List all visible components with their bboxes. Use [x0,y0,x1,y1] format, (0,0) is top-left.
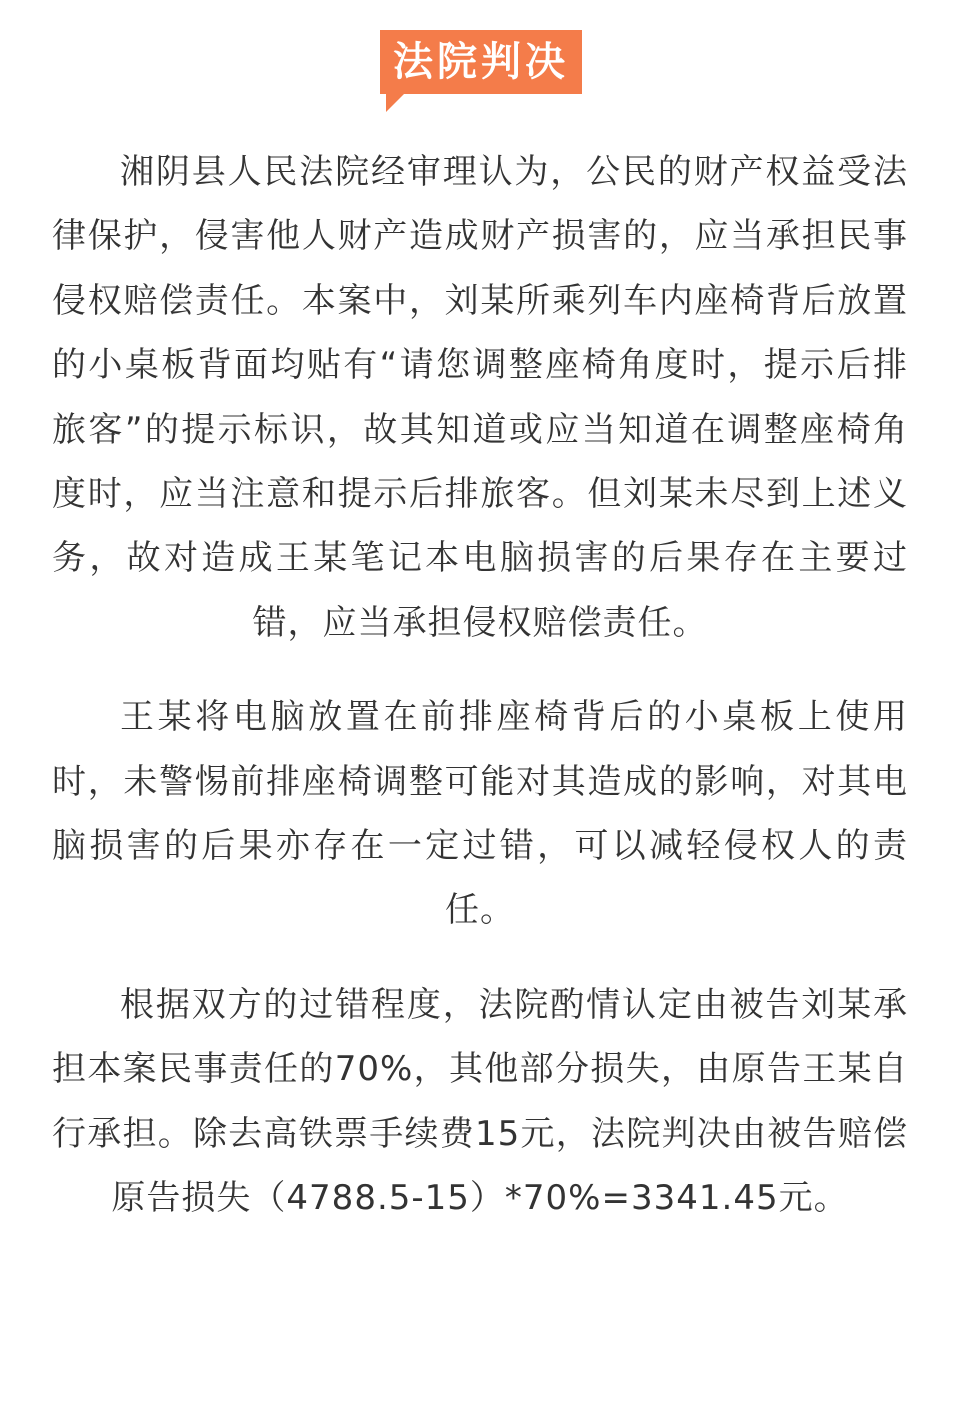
section-heading [380,30,584,114]
speech-bubble-tail [386,92,406,112]
paragraph-judgment-amount: 根据双方的过错程度，法院酌情认定由被告刘某承担本案民事责任的70%，其他部分损失，由原告王某自行承担。除去高铁票手续费15元，法院判决由被告赔偿原告损失（4788.5-15）*70%=3341.45元。 [52,984,908,1219]
paragraph-plaintiff-fault: 王某将电脑放置在前排座椅背后的小桌板上使用时，未警惕前排座椅调整可能对其造成的影响，对其电脑损害的后果亦存在一定过错，可以减轻侵权人的责任。 [52,697,908,931]
article-body [52,140,908,1261]
paragraph-court-reasoning: 湘阴县人民法院经审理认为，公民的财产权益受法律保护，侵害他人财产造成财产损害的，应当承担民事侵权赔偿责任。本案中，刘某所乘列车内座椅背后放置的小桌板背面均贴有“请您调整座椅角度时，提示后排旅客”的提示标识，故其知道或应当知道在调整座椅角度时，应当注意和提示后排旅客。但刘某未尽到上述义务，故对造成王某笔记本电脑损害的后果存在主要过错，应当承担侵权赔偿责任。 [52,152,908,643]
section-heading-title: 法院判决 [380,30,582,94]
